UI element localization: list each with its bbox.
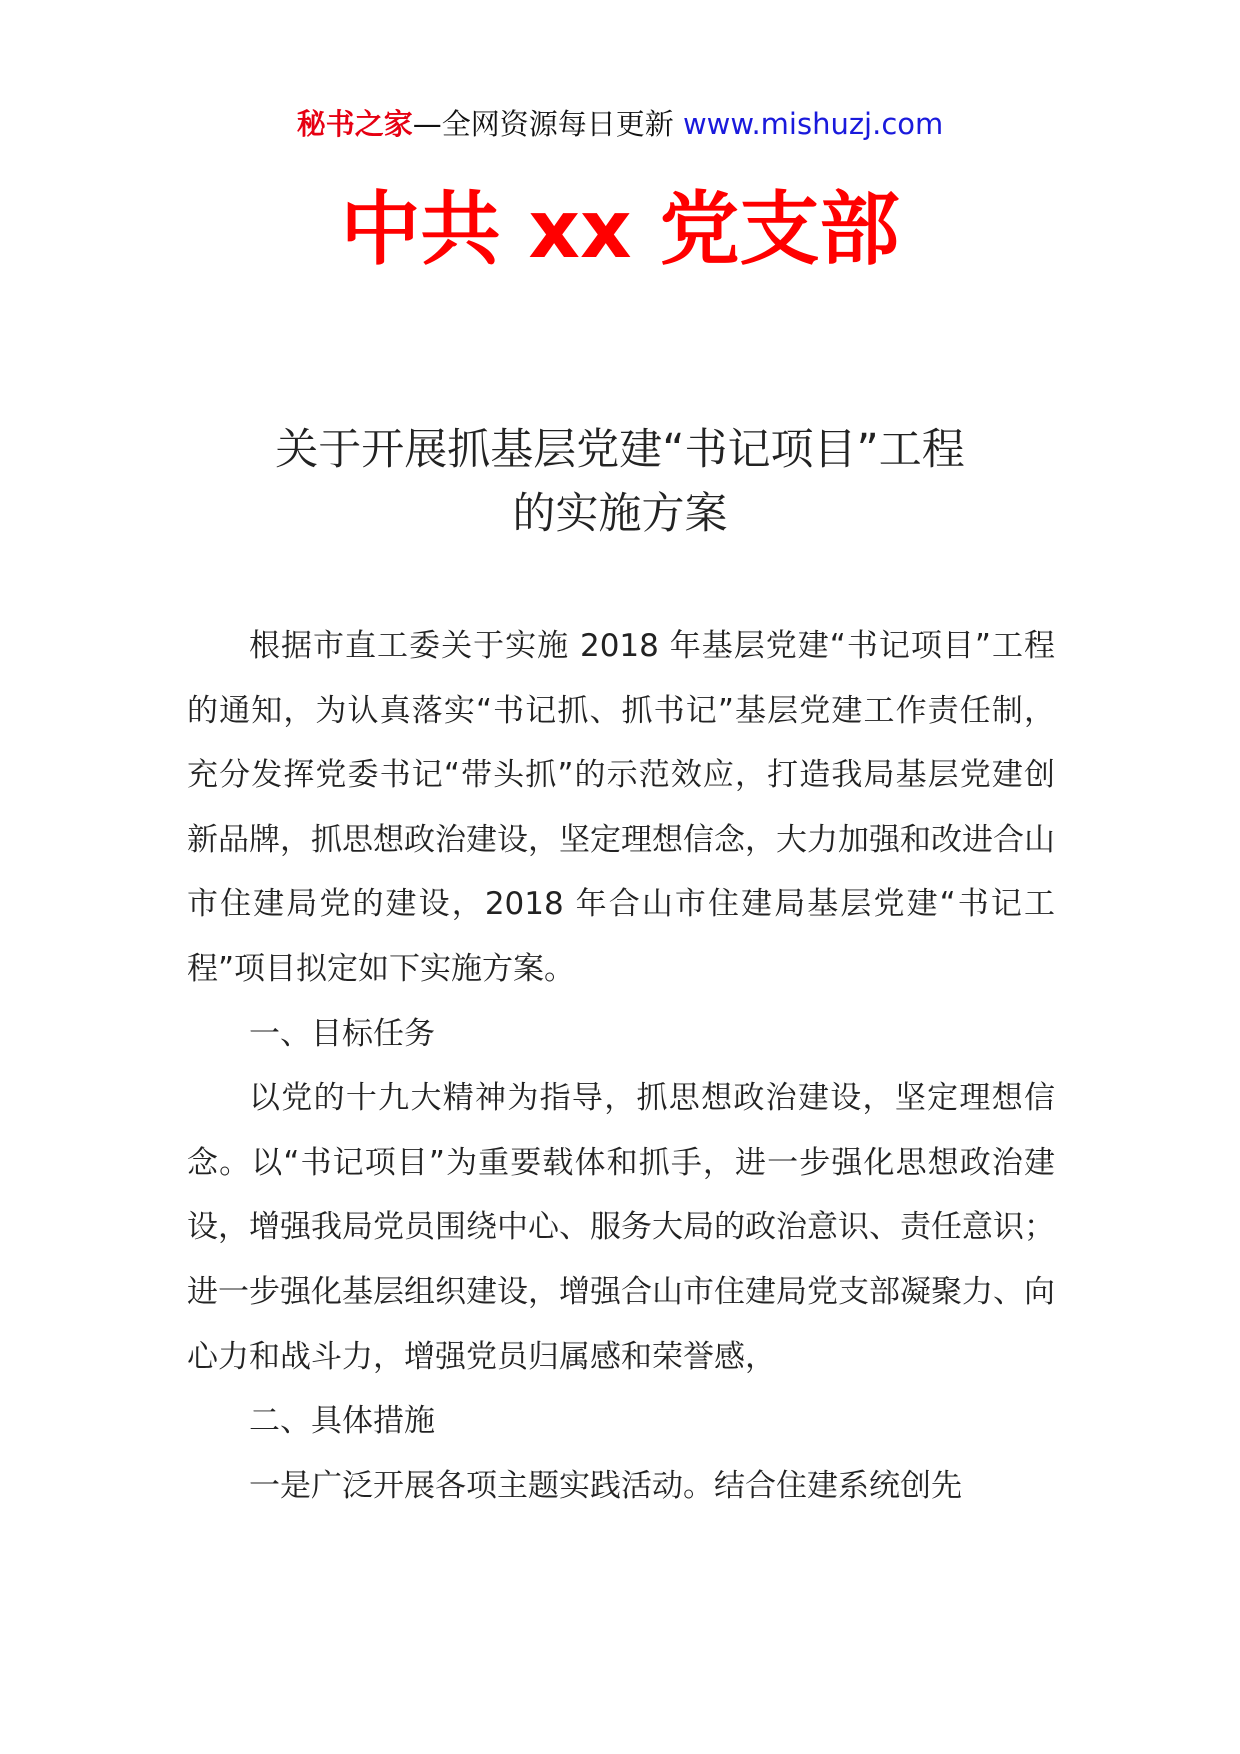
site-brand: 秘书之家 (296, 107, 413, 141)
document-title-line-1: 关于开展抓基层党建“书记项目”工程 (275, 425, 965, 475)
site-url: www.mishuzj.com (682, 107, 944, 141)
document-body (187, 614, 1055, 1518)
organization-title: 中共 xx 党支部 (340, 183, 900, 276)
document-title-line-2: 的实施方案 (512, 489, 728, 539)
site-tagline: —全网资源每日更新 (412, 107, 683, 141)
section-heading-measures: 二、具体措施 (249, 1403, 435, 1440)
paragraph-goals: 以党的十九大精神为指导，抓思想政治建设，坚定理想信念。以“书记项目”为重要载体和抓手，进一步强化思想政治建设，增强我局党员围绕中心、服务大局的政治意识、责任意识；进一步强化基层组织建设，增强合山市住建局党支部凝聚力、向心力和战斗力，增强党员归属感和荣誉感， (187, 1080, 1055, 1375)
document-title (0, 418, 1240, 546)
paragraph-measures: 一是广泛开展各项主题实践活动。结合住建系统创先 (249, 1467, 962, 1504)
site-watermark-header (0, 104, 1240, 144)
paragraph-intro: 根据市直工委关于实施 2018 年基层党建“书记项目”工程的通知，为认真落实“书记抓、抓书记”基层党建工作责任制，充分发挥党委书记“带头抓”的示范效应，打造我局基层党建创新品牌，抓思想政治建设，坚定理想信念，大力加强和改进合山市住建局党的建设，2018 年合山市住建局基层党建“书记工程”项目拟定如下实施方案。 (187, 628, 1055, 987)
section-heading-goals: 一、目标任务 (249, 1015, 435, 1052)
